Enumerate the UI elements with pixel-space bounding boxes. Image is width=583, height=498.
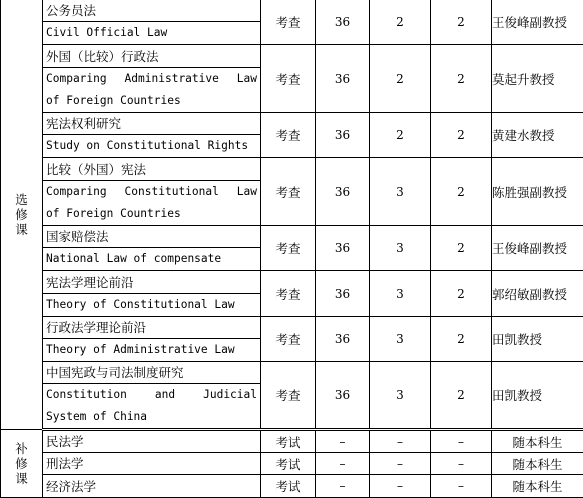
exam-type: 考试: [261, 430, 316, 453]
credit: –: [431, 453, 492, 475]
table-row: [1, 158, 583, 226]
course-name-cell: [43, 475, 261, 498]
course-name-cell: [43, 113, 261, 158]
hours: 36: [316, 113, 370, 158]
course-name-en: Theory of Constitutional Law: [43, 294, 260, 316]
course-name-cell: [43, 226, 261, 271]
semester: 3: [370, 362, 431, 430]
course-name-cell: [43, 0, 261, 45]
hours: 36: [316, 158, 370, 226]
hours: 36: [316, 0, 370, 45]
teacher: 王俊峰副教授: [492, 0, 583, 45]
teacher: 随本科生: [492, 475, 583, 498]
course-name-cn: 中国宪政与司法制度研究: [43, 362, 260, 384]
semester: 2: [370, 113, 431, 158]
teacher: 黄建水教授: [492, 113, 583, 158]
course-name-cell: [43, 45, 261, 113]
semester: 3: [370, 317, 431, 362]
table-row: [1, 475, 583, 498]
credit: 2: [431, 158, 492, 226]
teacher: 随本科生: [492, 430, 583, 453]
category-label: 选修课: [15, 192, 29, 237]
course-name-en: of Foreign Countries: [43, 203, 260, 225]
table-row: [1, 362, 583, 430]
semester: –: [370, 453, 431, 475]
credit: 2: [431, 45, 492, 113]
hours: 36: [316, 317, 370, 362]
semester: –: [370, 475, 431, 498]
teacher: 郭绍敏副教授: [492, 271, 583, 317]
table-row: [1, 271, 583, 317]
course-name-cn: 行政法学理论前沿: [43, 317, 260, 339]
course-name-en: Theory of Administrative Law: [43, 339, 260, 361]
course-name-en: Study on Constitutional Rights: [43, 135, 260, 157]
course-name-cn: 刑法学: [43, 453, 260, 474]
exam-type: 考查: [261, 158, 316, 226]
teacher: 田凯教授: [492, 317, 583, 362]
hours: –: [316, 475, 370, 498]
course-name-en: Constitution and Judicial: [43, 384, 260, 406]
category-cell-elective: [1, 0, 43, 430]
teacher: 王俊峰副教授: [492, 226, 583, 271]
semester: 2: [370, 45, 431, 113]
table-row: [1, 453, 583, 475]
course-name-en: Comparing Administrative Law: [43, 68, 260, 90]
hours: 36: [316, 226, 370, 271]
credit: 2: [431, 271, 492, 317]
course-name-cn: 宪法权利研究: [43, 113, 260, 135]
course-name-cell: [43, 158, 261, 226]
exam-type: 考查: [261, 317, 316, 362]
teacher: 陈胜强副教授: [492, 158, 583, 226]
course-name-cn: 经济法学: [43, 476, 260, 497]
category-label: 补修课: [15, 441, 29, 486]
course-name-cell: [43, 271, 261, 317]
semester: 3: [370, 271, 431, 317]
exam-type: 考查: [261, 362, 316, 430]
course-name-cn: 比较（外国）宪法: [43, 159, 260, 181]
credit: 2: [431, 0, 492, 45]
exam-type: 考试: [261, 475, 316, 498]
course-name-cn: 公务员法: [43, 0, 260, 22]
course-name-cn: 外国（比较）行政法: [43, 46, 260, 68]
table-row: [1, 0, 583, 45]
course-name-cn: 国家赔偿法: [43, 226, 260, 248]
exam-type: 考查: [261, 0, 316, 45]
course-name-cell: [43, 362, 261, 430]
credit: –: [431, 430, 492, 453]
table-row: [1, 226, 583, 271]
course-name-en: Civil Official Law: [43, 22, 260, 44]
exam-type: 考查: [261, 226, 316, 271]
hours: 36: [316, 271, 370, 317]
semester: 3: [370, 226, 431, 271]
course-name-cn: 民法学: [43, 431, 260, 452]
semester: 2: [370, 0, 431, 45]
teacher: 田凯教授: [492, 362, 583, 430]
table-row: [1, 113, 583, 158]
exam-type: 考试: [261, 453, 316, 475]
table-row: [1, 317, 583, 362]
teacher: 随本科生: [492, 453, 583, 475]
course-name-cell: [43, 453, 261, 475]
exam-type: 考查: [261, 45, 316, 113]
credit: 2: [431, 362, 492, 430]
course-name-cn: 宪法学理论前沿: [43, 272, 260, 294]
semester: 3: [370, 158, 431, 226]
teacher: 莫起升教授: [492, 45, 583, 113]
table-row: [1, 45, 583, 113]
exam-type: 考查: [261, 271, 316, 317]
course-name-en: of Foreign Countries: [43, 90, 260, 112]
category-cell-remedial: [1, 430, 43, 498]
credit: –: [431, 475, 492, 498]
hours: 36: [316, 362, 370, 430]
course-name-en: National Law of compensate: [43, 248, 260, 270]
course-name-cell: [43, 430, 261, 453]
exam-type: 考查: [261, 113, 316, 158]
semester: –: [370, 430, 431, 453]
credit: 2: [431, 226, 492, 271]
credit: 2: [431, 317, 492, 362]
hours: –: [316, 430, 370, 453]
course-name-cell: [43, 317, 261, 362]
hours: –: [316, 453, 370, 475]
table-row: [1, 430, 583, 453]
hours: 36: [316, 45, 370, 113]
course-name-en: System of China: [43, 406, 260, 428]
course-name-en: Comparing Constitutional Law: [43, 181, 260, 203]
credit: 2: [431, 113, 492, 158]
